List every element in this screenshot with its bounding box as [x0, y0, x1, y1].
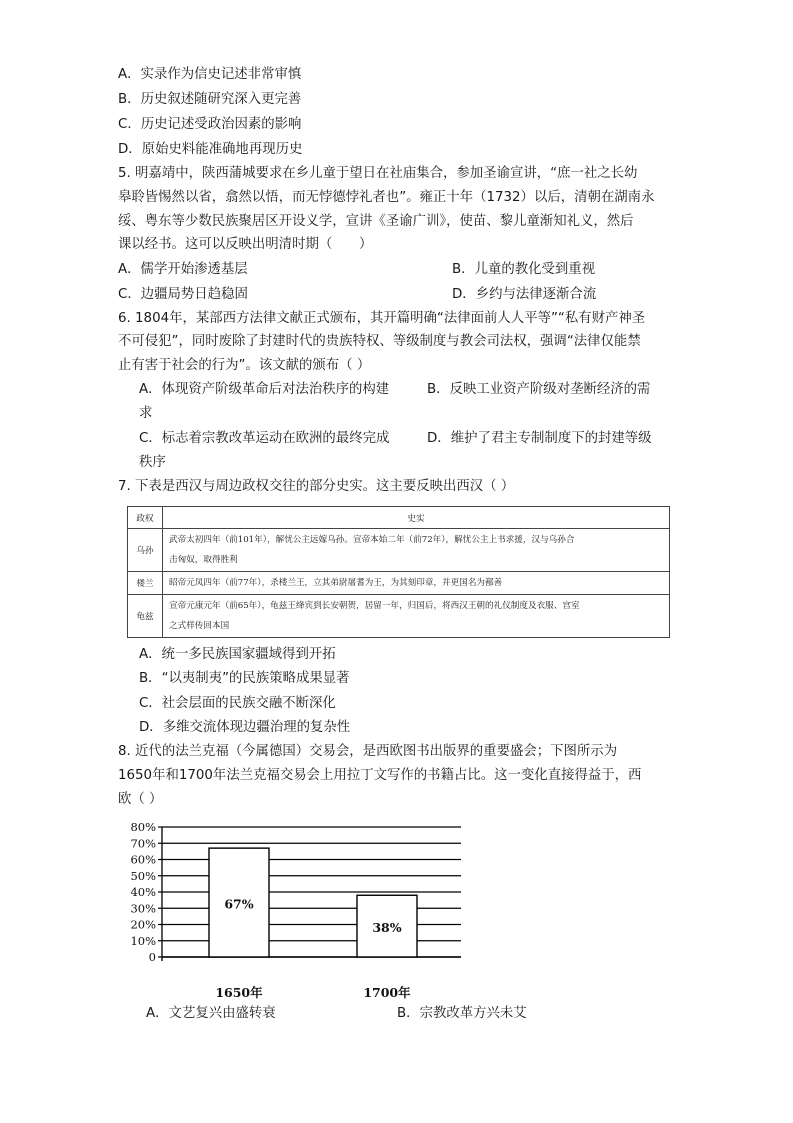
- q8-bar-chart: [125, 818, 470, 1003]
- q7-stem: 7. 下表是西汉与周边政权交往的部分史实。这主要反映出西汉（ ）: [118, 479, 515, 494]
- table-cell-facts: 武帝太初四年（前101年），解忧公主远嫁乌孙。宣帝本始二年（前72年），解忧公主上书求援，汉与乌孙合 击匈奴，取得胜利: [163, 529, 670, 572]
- y-tick-label: 40%: [130, 885, 156, 899]
- y-tick-label: 30%: [130, 901, 156, 916]
- q6-option-a[interactable]: A．体现资产阶级革命后对法治秩序的构建: [139, 382, 390, 397]
- y-tick-label: 80%: [130, 820, 156, 834]
- q8-stem-line: 欧（ ）: [118, 792, 163, 807]
- table-row: [128, 595, 670, 638]
- q5-option-d[interactable]: D．乡约与法律逐渐合流: [452, 287, 597, 302]
- table-cell-region: 楼兰: [128, 572, 163, 595]
- table-row: [128, 572, 670, 595]
- y-tick-label: 70%: [130, 836, 156, 851]
- table-header-row: [128, 507, 670, 529]
- q8-option-b[interactable]: B．宗教改革方兴未艾: [397, 1006, 527, 1021]
- q6-option-d-continued: 秩序: [139, 455, 166, 470]
- q7-option-b[interactable]: B．“以夷制夷”的民族策略成果显著: [139, 671, 350, 686]
- q6-option-d[interactable]: D．维护了君主专制制度下的封建等级: [427, 431, 652, 446]
- table-header-regime: 政权: [128, 507, 163, 529]
- bar-value-label: 67%: [224, 896, 254, 912]
- table-cell-facts: 昭帝元凤四年（前77年），杀楼兰王，立其弟尉屠耆为王，为其刻印章，并更国名为鄯善: [163, 572, 670, 595]
- y-tick-label: 60%: [130, 852, 156, 867]
- q5-option-c[interactable]: C．边疆局势日趋稳固: [118, 287, 248, 302]
- q7-option-a[interactable]: A．统一多民族国家疆域得到开拓: [139, 647, 336, 662]
- q5-option-b[interactable]: B．儿童的教化受到重视: [452, 262, 596, 277]
- x-category-label: 1700年: [363, 985, 411, 1000]
- q5-stem-line: 课以经书。这可以反映出明清时期（ ）: [118, 237, 373, 252]
- q6-option-c[interactable]: C．标志着宗教改革运动在欧洲的最终完成: [139, 431, 390, 446]
- q6-stem-line: 不可侵犯”，同时废除了封建时代的贵族特权、等级制度与教会司法权，强调“法律仅能禁: [118, 334, 641, 349]
- q7-option-d[interactable]: D．多维交流体现边疆治理的复杂性: [139, 720, 351, 735]
- y-tick-label: 0: [148, 950, 156, 964]
- q5-option-a[interactable]: A．儒学开始渗透基层: [118, 262, 248, 277]
- table-header-facts: 史实: [163, 507, 670, 529]
- q4-option-a[interactable]: A．实录作为信史记述非常审慎: [118, 67, 302, 82]
- q8-stem-line: 1650年和1700年法兰克福交易会上用拉丁文写作的书籍占比。这一变化直接得益于，西: [118, 768, 642, 783]
- q4-option-d[interactable]: D．原始史料能准确地再现历史: [118, 142, 303, 157]
- x-category-label: 1650年: [215, 985, 263, 1000]
- q6-option-b-continued: 求: [139, 406, 153, 421]
- bar-value-label: 38%: [372, 920, 402, 936]
- q5-stem-line: 皋聆皆惕然以省，翕然以悟，而无悖德悖礼者也”。雍正十年（1732）以后，清朝在湖南永: [118, 190, 655, 205]
- q6-stem-line: 6. 1804年，某部西方法律文献正式颁布，其开篇明确“法律面前人人平等”“私有财产神圣: [118, 311, 646, 326]
- table-row: [128, 529, 670, 572]
- q7-history-table: [127, 506, 670, 638]
- q5-stem-line: 绥、粤东等少数民族聚居区开设义学，宣讲《圣谕广训》，使苗、黎儿童渐知礼义，然后: [118, 214, 634, 229]
- q4-option-c[interactable]: C．历史记述受政治因素的影响: [118, 117, 302, 132]
- q7-option-c[interactable]: C．社会层面的民族交融不断深化: [139, 696, 336, 711]
- table-cell-facts: 宣帝元康元年（前65年），龟兹王绛宾到长安朝贺，居留一年，归国后，将西汉王朝的礼仪制度及衣服、宫室 之式样传回本国: [163, 595, 670, 638]
- y-tick-label: 20%: [130, 917, 156, 932]
- q5-stem-line: 5. 明嘉靖中，陕西蒲城要求在乡儿童于望日在社庙集合，参加圣谕宣讲，“庶一社之长幼: [118, 166, 638, 181]
- y-tick-label: 50%: [130, 868, 156, 883]
- q8-option-a[interactable]: A．文艺复兴由盛转衰: [146, 1006, 276, 1021]
- table-cell-region: 乌孙: [128, 529, 163, 572]
- q6-option-b[interactable]: B．反映工业资产阶级对垄断经济的需: [427, 382, 651, 397]
- q6-stem-line: 止有害于社会的行为”。该文献的颁布（ ）: [118, 358, 371, 373]
- y-tick-label: 10%: [130, 933, 156, 948]
- table-cell-region: 龟兹: [128, 595, 163, 638]
- q8-stem-line: 8. 近代的法兰克福（今属德国）交易会，是西欧图书出版界的重要盛会；下图所示为: [118, 744, 618, 759]
- q4-option-b[interactable]: B．历史叙述随研究深入更完善: [118, 92, 302, 107]
